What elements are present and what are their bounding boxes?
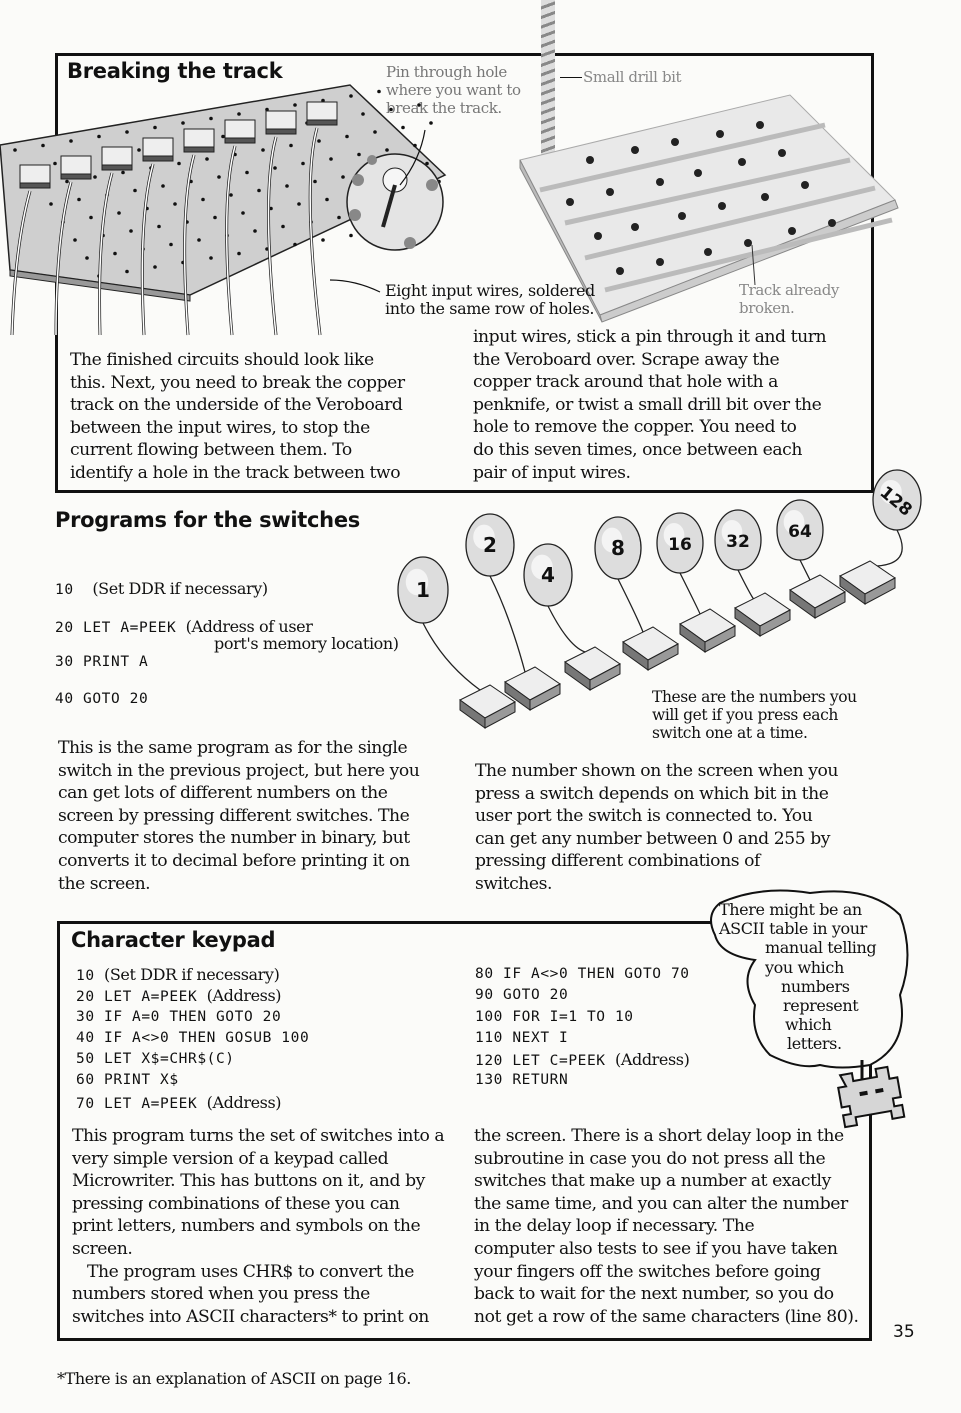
code-line: 130 RETURN	[475, 1072, 569, 1089]
footnote: *There is an explanation of ASCII on page 16.	[57, 1369, 411, 1388]
programs-title: Programs for the switches	[55, 508, 360, 532]
balloon-8	[595, 517, 643, 632]
broken-label: Track already broken.	[739, 281, 839, 317]
keypad-left-paragraph: This program turns the set of switches into a very simple version of a keypad called Microwriter. This has buttons on it, and by pressing combinations of these you can print letters, numbers and symbols on the screen. The program uses CHR$ to convert the numbers stored when you press the switches into ASCII characters* to print on	[72, 1126, 445, 1327]
code-line: 10 (Set DDR if necessary)	[76, 965, 280, 984]
balloon-1	[398, 557, 480, 690]
balloon-2	[466, 514, 525, 672]
breaking-right-paragraph: input wires, stick a pin through it and turn the Veroboard over. Scrape away the copper track around that hole with a penknife, or twist a small drill bit over the hole to remove the copper. You need to do this seven times, once between each pair of input wires.	[473, 327, 827, 483]
svg-text:2: 2	[483, 533, 497, 557]
balloon-4	[524, 544, 585, 652]
keypad-right-paragraph: the screen. There is a short delay loop in the subroutine in case you do not press all the switches that make up a number at exactly the same time, and you can alter the number in the delay loop if necessary. The computer also tests to see if you have taken your fingers off the switches before going back to wait for the next number, so you do not get a row of the same characters (line 80).	[474, 1126, 859, 1327]
code-line: 110 NEXT I	[475, 1029, 569, 1046]
code-line: 20 LET A=PEEK (Address of user	[55, 617, 313, 636]
balloon-32	[715, 510, 761, 601]
svg-text:4: 4	[541, 563, 555, 587]
svg-text:64: 64	[788, 522, 812, 542]
code-line: 30 PRINT A	[55, 654, 149, 670]
code-line: 90 GOTO 20	[475, 987, 569, 1004]
space-invader-icon	[832, 1060, 912, 1130]
code-line: 120 LET C=PEEK (Address)	[475, 1050, 690, 1070]
svg-text:32: 32	[726, 532, 750, 552]
switch-key	[623, 627, 678, 670]
code-line: 100 FOR I=1 TO 10	[475, 1008, 634, 1025]
breaking-track-title: Breaking the track	[67, 59, 283, 83]
svg-text:1: 1	[416, 578, 430, 602]
breaking-left-paragraph: The finished circuits should look like this. Next, you need to break the copper track on the underside of the Veroboard between the input wires, to stop the current flowing between them. To identify a hole in the track between two	[70, 350, 405, 483]
code-line: 70 LET A=PEEK (Address)	[76, 1092, 282, 1112]
svg-text:8: 8	[611, 536, 625, 560]
code-line: 10 (Set DDR if necessary)	[55, 579, 268, 598]
programs-right-paragraph: The number shown on the screen when you press a switch depends on which bit in the user port the switch is connected to. You can get any number between 0 and 255 by pressing different combinations of switches.	[475, 761, 839, 894]
switch-key	[565, 647, 620, 690]
page-number: 35	[893, 1322, 915, 1342]
balloon-caption: These are the numbers you will get if you press each switch one at a time.	[652, 688, 857, 742]
keypad-code-left	[76, 964, 309, 1113]
programs-left-paragraph: This is the same program as for the single switch in the previous project, but here you can get lots of different numbers on the screen by pressing different switches. The computer stores the number in binary, but converts it to decimal before printing it on the screen.	[58, 738, 420, 894]
code-line: 40 IF A<>0 THEN GOSUB 100	[76, 1029, 310, 1046]
switch-key	[790, 575, 845, 618]
code-line: 30 IF A=0 THEN GOTO 20	[76, 1008, 282, 1025]
pin-label: Pin through hole where you want to break the track.	[386, 63, 521, 117]
switch-key	[735, 593, 790, 636]
speech-bubble-text: There might be an ASCII table in your manual telling you which numbers represent which letters.	[719, 900, 877, 1054]
code-line: 60 PRINT X$	[76, 1072, 179, 1089]
svg-text:128: 128	[875, 482, 916, 521]
code-line: 80 IF A<>0 THEN GOTO 70	[475, 966, 690, 982]
keypad-title: Character keypad	[71, 928, 276, 952]
svg-text:16: 16	[668, 535, 692, 555]
code-line: 20 LET A=PEEK (Address)	[76, 986, 282, 1006]
switch-key	[840, 561, 895, 604]
keypad-code-right	[475, 964, 690, 1092]
code-line: 50 LET X$=CHR$(C)	[76, 1051, 235, 1068]
code-note: port's memory location)	[214, 634, 399, 653]
drill-label: Small drill bit	[583, 68, 682, 86]
balloon-128	[860, 470, 921, 566]
balloon-64	[777, 500, 823, 587]
code-line: 40 GOTO 20	[55, 691, 149, 707]
switch-key	[680, 609, 735, 652]
wires-label: Eight input wires, soldered into the same row of holes.	[385, 281, 595, 318]
balloon-16	[657, 513, 703, 614]
